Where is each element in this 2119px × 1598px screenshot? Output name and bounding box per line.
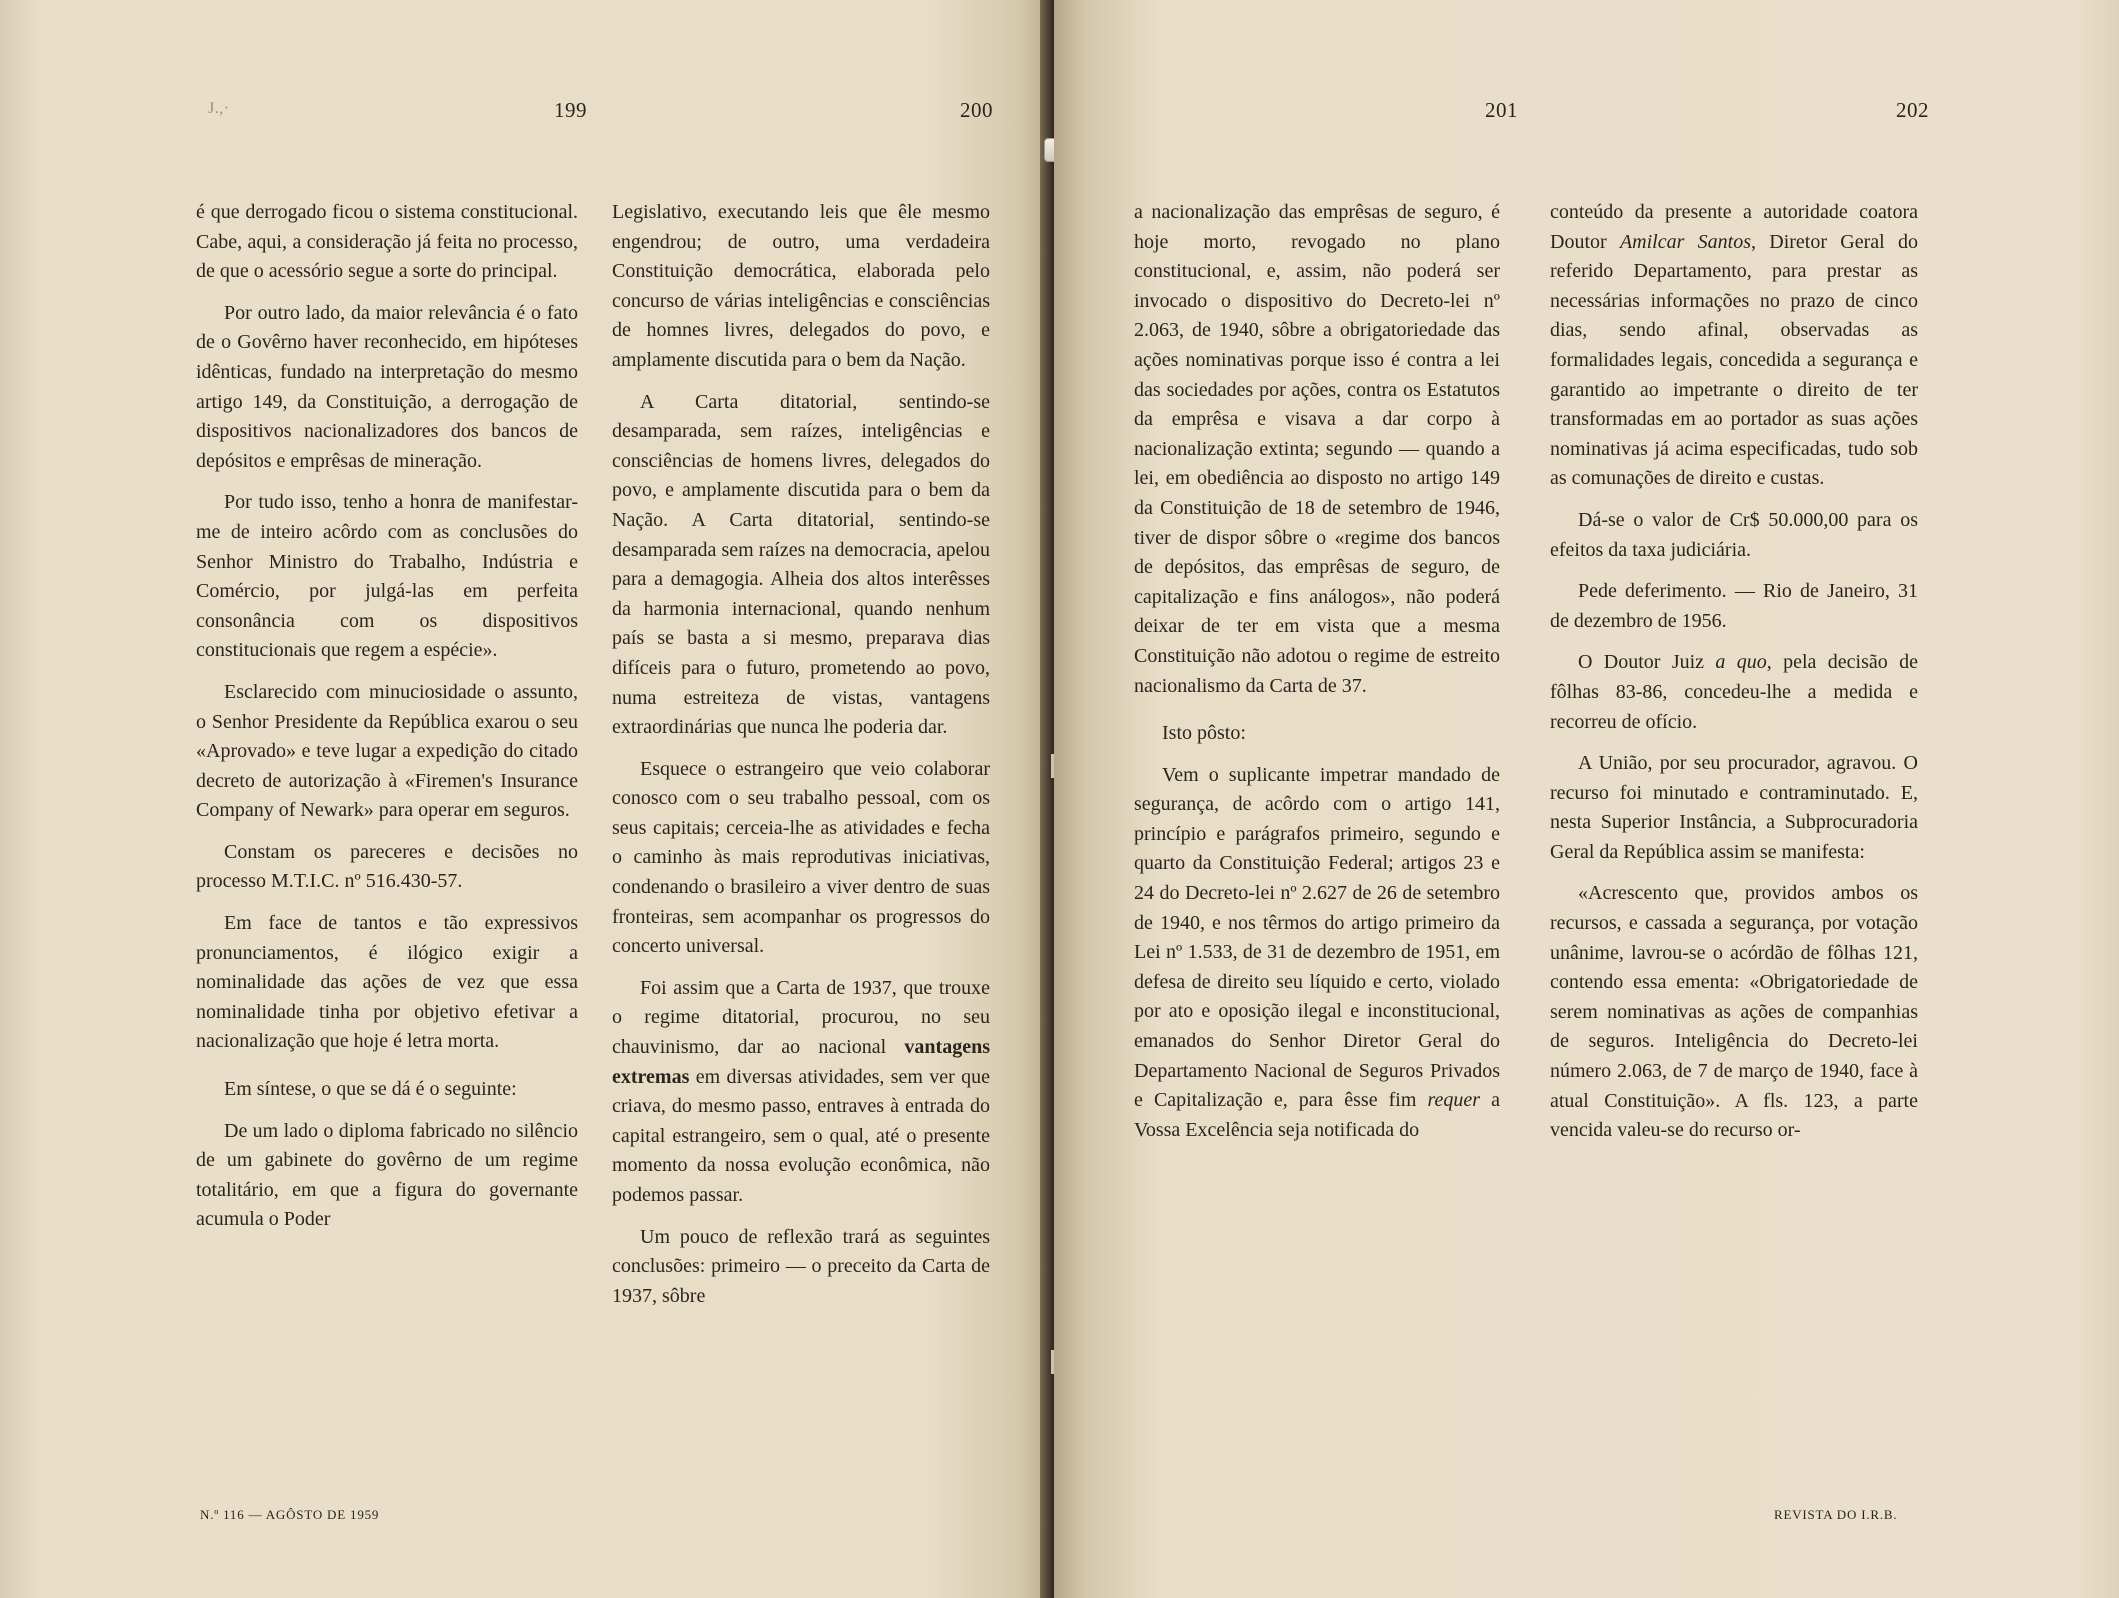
paragraph: Esclarecido com minuciosidade o assunto, o Senhor Presidente da República exarou o seu «Aprovado» e teve lugar a expedição do citado decreto de autorização à «Firemen's Insurance Company of Newark» para operar em seguros. — [196, 680, 578, 822]
paragraph: Em síntese, o que se dá é o seguinte: — [224, 1078, 517, 1101]
left-page — [0, 0, 1050, 1598]
paragraph: Vem o suplicante impetrar mandado de segurança, de acôrdo com o artigo 141, princípio e parágrafos primeiro, segundo e quarto da Constituição Federal; artigos 23 e 24 do Decreto-lei nº 2.627 de 26 de setembro de 1940, e nos têrmos do artigo primeiro da Lei nº 1.533, de 31 de dezembro de 1951, em defesa de direito seu líquido e certo, violado por ato e oposição ilegal e inconstitucional, emanados do Senhor Diretor Geral do Departamento Nacional de Seguros Privados e Capitalização e, para êsse fim requer a Vossa Excelência seja notificada do — [1134, 763, 1500, 1141]
paragraph: Isto pôsto: — [1162, 722, 1246, 745]
paragraph: a nacionalização das emprêsas de seguro, é hoje morto, revogado no plano constitucional, e, assim, não poderá ser invocado o dispositivo do Decreto-lei nº 2.063, de 1940, sôbre a obrigatoriedade das ações nominativas porque isso é contra a lei das sociedades por ações, contra os Estatutos da emprêsa e visava a dar corpo à nacionalização extinta; segundo — quando a lei, em obediência ao disposto no artigo 149 da Constituição de 18 de setembro de 1946, tiver de dispor sôbre o «regime dos bancos de depósitos, das emprêsas de seguro, de capitalização e fins análogos», não poderá deixar de ter em vista que a mesma Constituição não adotou o regime de estreito nacionalismo da Carta de 37. — [1134, 201, 1500, 697]
paragraph: Legislativo, executando leis que êle mesmo engendrou; de outro, uma verdadeira Constituição democrática, elaborada pelo concurso de várias inteligências e consciências de homnes livres, delegados do povo, e amplamente discutida para o bem da Nação. — [612, 201, 990, 371]
paragraph: O Doutor Juiz a quo, pela decisão de fôlhas 83-86, concedeu-lhe a medida e recorreu de ofício. — [1550, 651, 1918, 733]
italic-phrase: a quo — [1715, 651, 1767, 674]
footer-journal: REVISTA DO I.R.B. — [1774, 1507, 1898, 1522]
paragraph: Dá-se o valor de Cr$ 50.000,00 para os efeitos da taxa judiciária. — [1550, 508, 1918, 561]
paragraph: A União, por seu procurador, agravou. O recurso foi minutado e contraminutado. E, nesta Superior Instância, a Subprocuradoria Geral da República assim se manifesta: — [1550, 752, 1918, 863]
paragraph: Constam os pareceres e decisões no processo M.T.I.C. nº 516.430-57. — [196, 840, 578, 893]
page-number-201: 201 — [1485, 98, 1518, 122]
paragraph: A Carta ditatorial, sentindo-se desamparada, sem raízes, inteligências e consciências de homens livres, delegados do povo, e amplamente discutida para o bem da Nação. A Carta ditatorial, sentindo-se desamparada sem raízes na democracia, apelou para a demagogia. Alheia dos altos interêsses da harmonia internacional, quando nenhum país se basta a si mesmo, preparava dias difíceis para o futuro, prometendo ao povo, numa estreiteza de vistas, vantagens extraordinárias que nunca lhe poderia dar. — [612, 390, 990, 739]
column-page-200 — [612, 198, 990, 1323]
paragraph: Foi assim que a Carta de 1937, que trouxe o regime ditatorial, procurou, no seu chauvinismo, dar ao nacional vantagens extremas em diversas atividades, sem ver que criava, do mesmo passo, entraves à entrada do capital estrangeiro, sem o qual, até o presente momento da nossa evolução econômica, não podemos passar. — [612, 976, 990, 1206]
paragraph: Em face de tantos e tão expressivos pronunciamentos, é ilógico exigir a nominalidade das ações de vez que essa nominalidade tinha por objetivo efetivar a nacionalização que hoje é letra morta. — [196, 912, 578, 1053]
bold-phrase: vantagens extremas — [612, 1036, 990, 1088]
footer-issue: N.º 116 — AGÔSTO DE 1959 — [200, 1507, 380, 1522]
paragraph: é que derrogado ficou o sistema constitucional. Cabe, aqui, a consideração já feita no processo, de que o acessório segue a sorte do principal. — [196, 201, 578, 283]
column-page-199 — [196, 198, 578, 1247]
italic-word: requer — [1427, 1089, 1481, 1112]
paragraph: Esquece o estrangeiro que veio colaborar conosco com o seu trabalho pessoal, com os seus capitais; cerceia-lhe as atividades e fecha o caminho às mais reprodutivas iniciativas, condenando o brasileiro a viver dentro de suas fronteiras, sem acompanhar os progressos do concerto universal. — [612, 757, 990, 958]
paragraph: Um pouco de reflexão trará as seguintes conclusões: primeiro — o preceito da Carta de 1937, sôbre — [612, 1225, 990, 1307]
paragraph: De um lado o diploma fabricado no silêncio de um gabinete do govêrno de um regime totalitário, em que a figura do governante acumula o Poder — [196, 1119, 578, 1231]
right-page — [1054, 0, 2119, 1598]
paragraph: conteúdo da presente a autoridade coatora Doutor Amilcar Santos, Diretor Geral do referido Departamento, para prestar as necessárias informações no prazo de cinco dias, sendo afinal, observadas as formalidades legais, concedida a segurança e garantido ao impetrante o direito de ter transformadas em ao portador as suas ações nominativas já acima especificadas, tudo sob as comunações de direito e custas. — [1550, 201, 1918, 490]
paragraph: «Acrescento que, providos ambos os recursos, e cassada a segurança, por votação unânime, lavrou-se o acórdão de fôlhas 121, contendo essa ementa: «Obrigatoriedade de serem nominativas as ações de companhias de seguros. Inteligência do Decreto-lei número 2.063, de 7 de março de 1940, face à atual Constituição». A fls. 123, a parte vencida valeu-se do recurso or- — [1550, 882, 1918, 1142]
paragraph: Por outro lado, da maior relevância é o fato de o Govêrno haver reconhecido, em hipóteses idênticas, fundado na interpretação do mesmo artigo 149, da Constituição, a derrogação de dispositivos nacionalizadores dos bancos de depósitos e emprêsas de mineração. — [196, 301, 578, 472]
paragraph: Por tudo isso, tenho a honra de manifestar-me de inteiro acôrdo com as conclusões do Senhor Ministro do Trabalho, Indústria e Comércio, por julgá-las em perfeita consonância com os dispositivos constitucionais que regem a espécie». — [196, 491, 578, 662]
paragraph: Pede deferimento. — Rio de Janeiro, 31 de dezembro de 1956. — [1550, 580, 1918, 632]
column-page-201 — [1134, 198, 1500, 1157]
corner-mark: J.,· — [208, 100, 230, 117]
page-number-199: 199 — [554, 98, 587, 122]
italic-name: Amilcar Santos — [1619, 230, 1751, 253]
page-number-200: 200 — [960, 98, 993, 122]
page-number-202: 202 — [1896, 98, 1929, 122]
column-page-202 — [1550, 198, 1918, 1158]
